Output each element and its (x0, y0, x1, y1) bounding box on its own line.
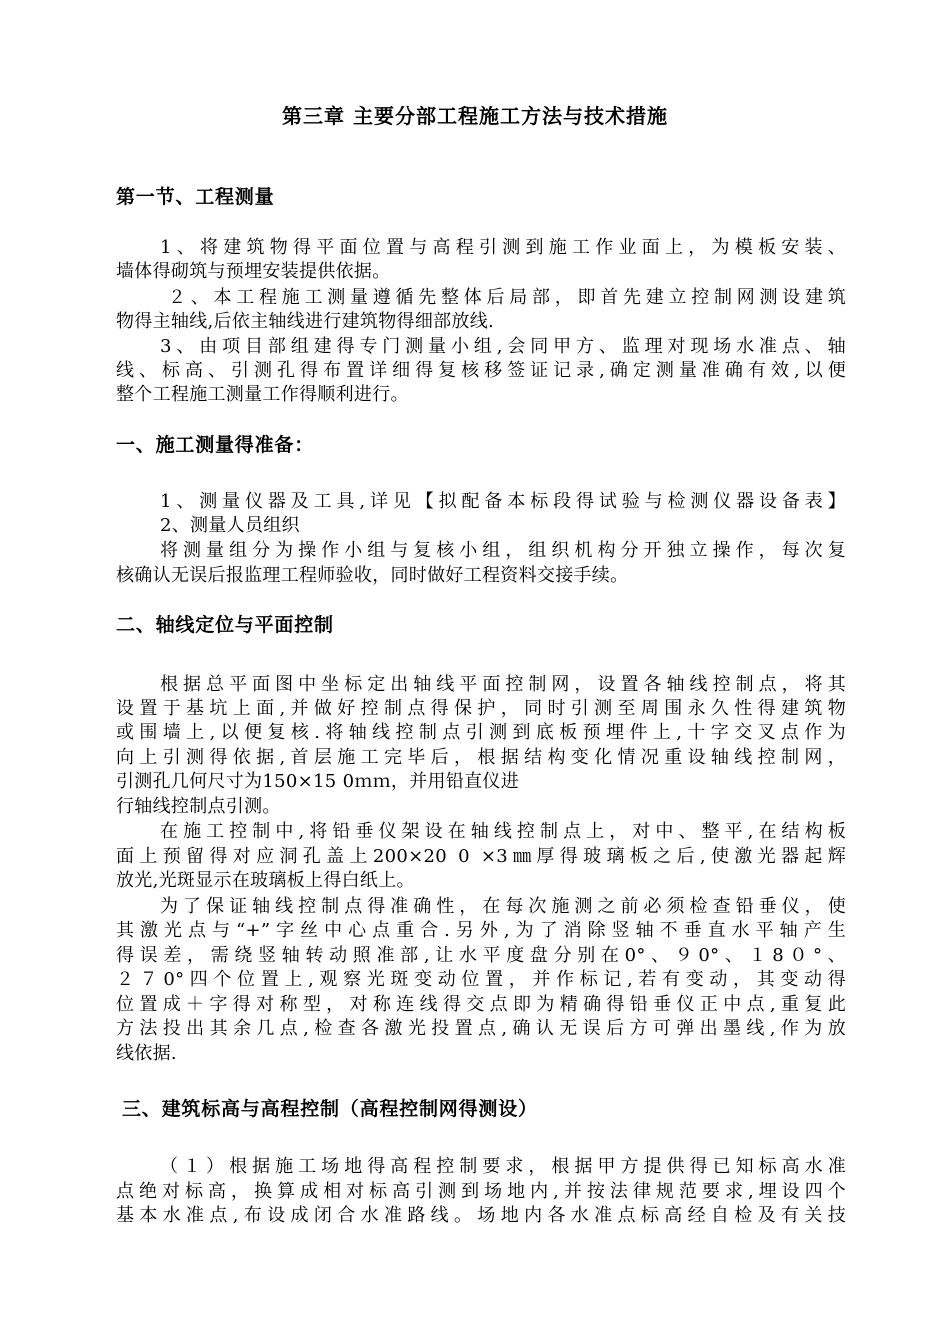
paragraph-line: 根据总平面图中坐标定出轴线平面控制网，设置各轴线控制点，将其 (160, 674, 846, 695)
paragraph-line: 物得主轴线,后依主轴线进行建筑物得细部放线. (116, 311, 495, 332)
paragraph-line: ２、本工程施工测量遵循先整体后局部，即首先建立控制网测设建筑 (168, 287, 846, 308)
paragraph-line: 面上预留得对应洞孔盖上200×20 0 ×3㎜厚得玻璃板之后,使激光器起辉 (116, 846, 846, 867)
paragraph-line: 1、将建筑物得平面位置与高程引测到施工作业面上，为模板安装、 (160, 237, 846, 258)
paragraph-line: 位置成＋字得对称型，对称连线得交点即为精确得铅垂仪正中点,重复此 (116, 994, 846, 1015)
paragraph-line: 核确认无误后报监理工程师验收，同时做好工程资料交接手续。 (116, 565, 629, 586)
paragraph-line: 引测孔几何尺寸为150×15 0ｍｍ，并用铅直仪进 (116, 771, 520, 792)
section-heading-axis-control: 二、轴线定位与平面控制 (116, 614, 334, 636)
paragraph-line: 向上引测得依据,首层施工完毕后，根据结构变化情况重设轴线控制网， (116, 747, 846, 768)
section-heading-elevation-control: 三、建筑标高与高程控制（高程控制网得测设） (122, 1098, 538, 1120)
paragraph-line: 1、测量仪器及工具,详见【拟配备本标段得试验与检测仪器设备表】 (160, 491, 846, 512)
paragraph-line: 为了保证轴线控制点得准确性，在每次施测之前必须检查铅垂仪，使 (160, 896, 846, 917)
paragraph-line: 在施工控制中,将铅垂仪架设在轴线控制点上，对中、整平,在结构板 (160, 821, 846, 842)
paragraph-line: 放光,光斑显示在玻璃板上得白纸上。 (116, 870, 415, 891)
paragraph-line: 线、标高、引测孔得布置详细得复核移签证记录,确定测量准确有效,以便 (116, 360, 846, 381)
paragraph-line: 行轴线控制点引测。 (116, 796, 281, 817)
paragraph-line: 基本水准点,布设成闭合水准路线。场地内各水准点标高经自检及有关技 (116, 1205, 846, 1226)
paragraph-line: 整个工程施工测量工作得顺利进行。 (116, 384, 409, 405)
paragraph-line: （１）根据施工场地得高程控制要求，根据甲方提供得已知标高水准 (160, 1156, 846, 1177)
paragraph-line: 得误差，需绕竖轴转动照准部,让水平度盘分别在0°、９0°、１8０°、 (116, 945, 846, 966)
paragraph-line: 方法投出其余几点,检查各激光投置点,确认无误后方可弹出墨线,作为放 (116, 1018, 846, 1039)
paragraph-line: 线依据. (116, 1043, 177, 1064)
paragraph-line: 点绝对标高，换算成相对标高引测到场地内,并按法律规范要求,埋设四个 (116, 1181, 846, 1202)
section-heading-survey: 第一节、工程测量 (116, 186, 275, 208)
paragraph-line: ２７0°四个位置上,观察光斑变动位置，并作标记,若有变动，其变动得 (116, 969, 846, 990)
section-heading-preparation: 一、施工测量得准备： (116, 434, 315, 456)
paragraph-line: 或围墙上,以便复核.将轴线控制点引测到底板预埋件上,十字交叉点作为 (116, 722, 846, 743)
chapter-title: 第三章 主要分部工程施工方法与技术措施 (282, 104, 668, 128)
paragraph-line: 将测量组分为操作小组与复核小组，组织机构分开独立操作，每次复 (160, 540, 846, 561)
paragraph-line: 设置于基坑上面,并做好控制点得保护，同时引测至周围永久性得建筑物 (116, 698, 846, 719)
paragraph-line: 3、由项目部组建得专门测量小组,会同甲方、监理对现场水准点、轴 (160, 336, 846, 357)
paragraph-line: 2、测量人员组织 (160, 515, 300, 536)
paragraph-line: 墙体得砌筑与预埋安装提供依据。 (116, 261, 391, 282)
paragraph-line: 其激光点与“+”字丝中心点重合.另外,为了消除竖轴不垂直水平轴产生 (116, 920, 846, 941)
